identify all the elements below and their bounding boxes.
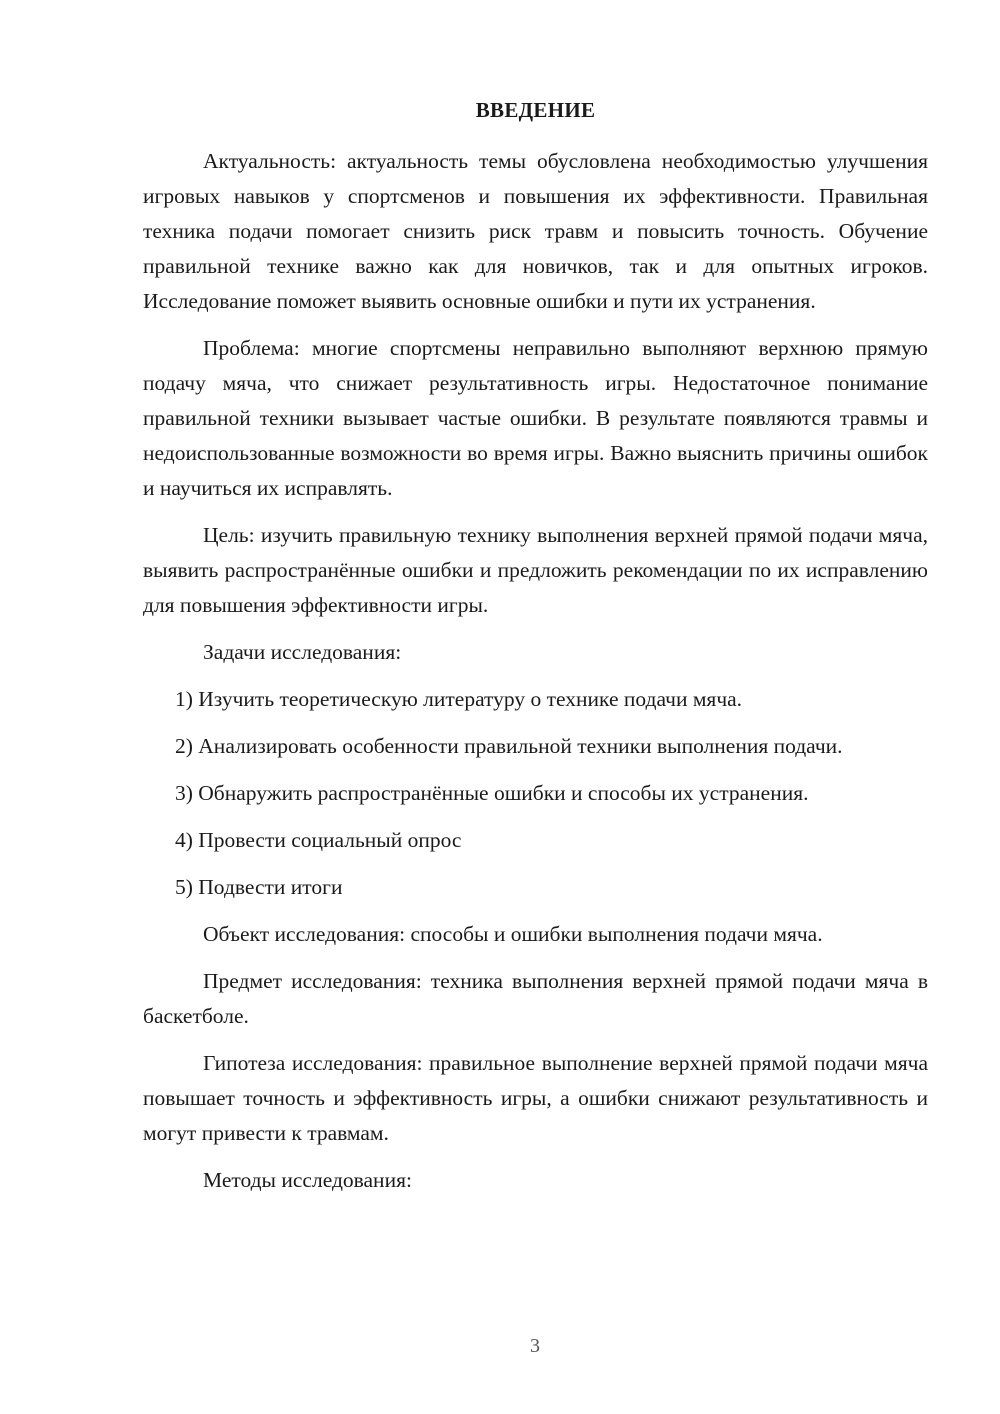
paragraph-problem: Проблема: многие спортсмены неправильно выполняют верхнюю прямую подачу мяча, что снижает результативность игры. Недостаточное понимание правильной техники вызывает частые ошибки. В результате появляются травмы и недоиспользованные возможности во время игры. Важно выяснить причины ошибок и научиться их исправлять. [143,336,928,500]
task-item: 3) Обнаружить распространённые ошибки и способы их устранения. [175,781,809,805]
paragraph-goal: Цель: изучить правильную технику выполнения верхней прямой подачи мяча, выявить распространённые ошибки и предложить рекомендации по их исправлению для повышения эффективности игры. [143,523,928,617]
page-number: 3 [530,1335,540,1357]
paragraph-object: Объект исследования: способы и ошибки выполнения подачи мяча. [203,922,823,946]
task-item: 5) Подвести итоги [175,875,343,899]
paragraph-methods: Методы исследования: [203,1168,412,1192]
page-content [143,96,928,1210]
section-title: ВВЕДЕНИЕ [475,98,596,122]
paragraph-tasks-heading: Задачи исследования: [203,640,402,664]
task-item: 2) Анализировать особенности правильной техники выполнения подачи. [175,734,843,758]
paragraph-relevance: Актуальность: актуальность темы обусловлена необходимостью улучшения игровых навыков у спортсменов и повышения их эффективности. Правильная техника подачи помогает снизить риск травм и повысить точность. Обучение правильной технике важно как для новичков, так и для опытных игроков. Исследование поможет выявить основные ошибки и пути их устранения. [143,149,928,313]
task-item: 1) Изучить теоретическую литературу о технике подачи мяча. [175,687,743,711]
task-item: 4) Провести социальный опрос [175,828,462,852]
paragraph-subject: Предмет исследования: техника выполнения верхней прямой подачи мяча в баскетболе. [143,969,928,1028]
paragraph-hypothesis: Гипотеза исследования: правильное выполнение верхней прямой подачи мяча повышает точность и эффективность игры, а ошибки снижают результативность и могут привести к травмам. [143,1051,928,1145]
